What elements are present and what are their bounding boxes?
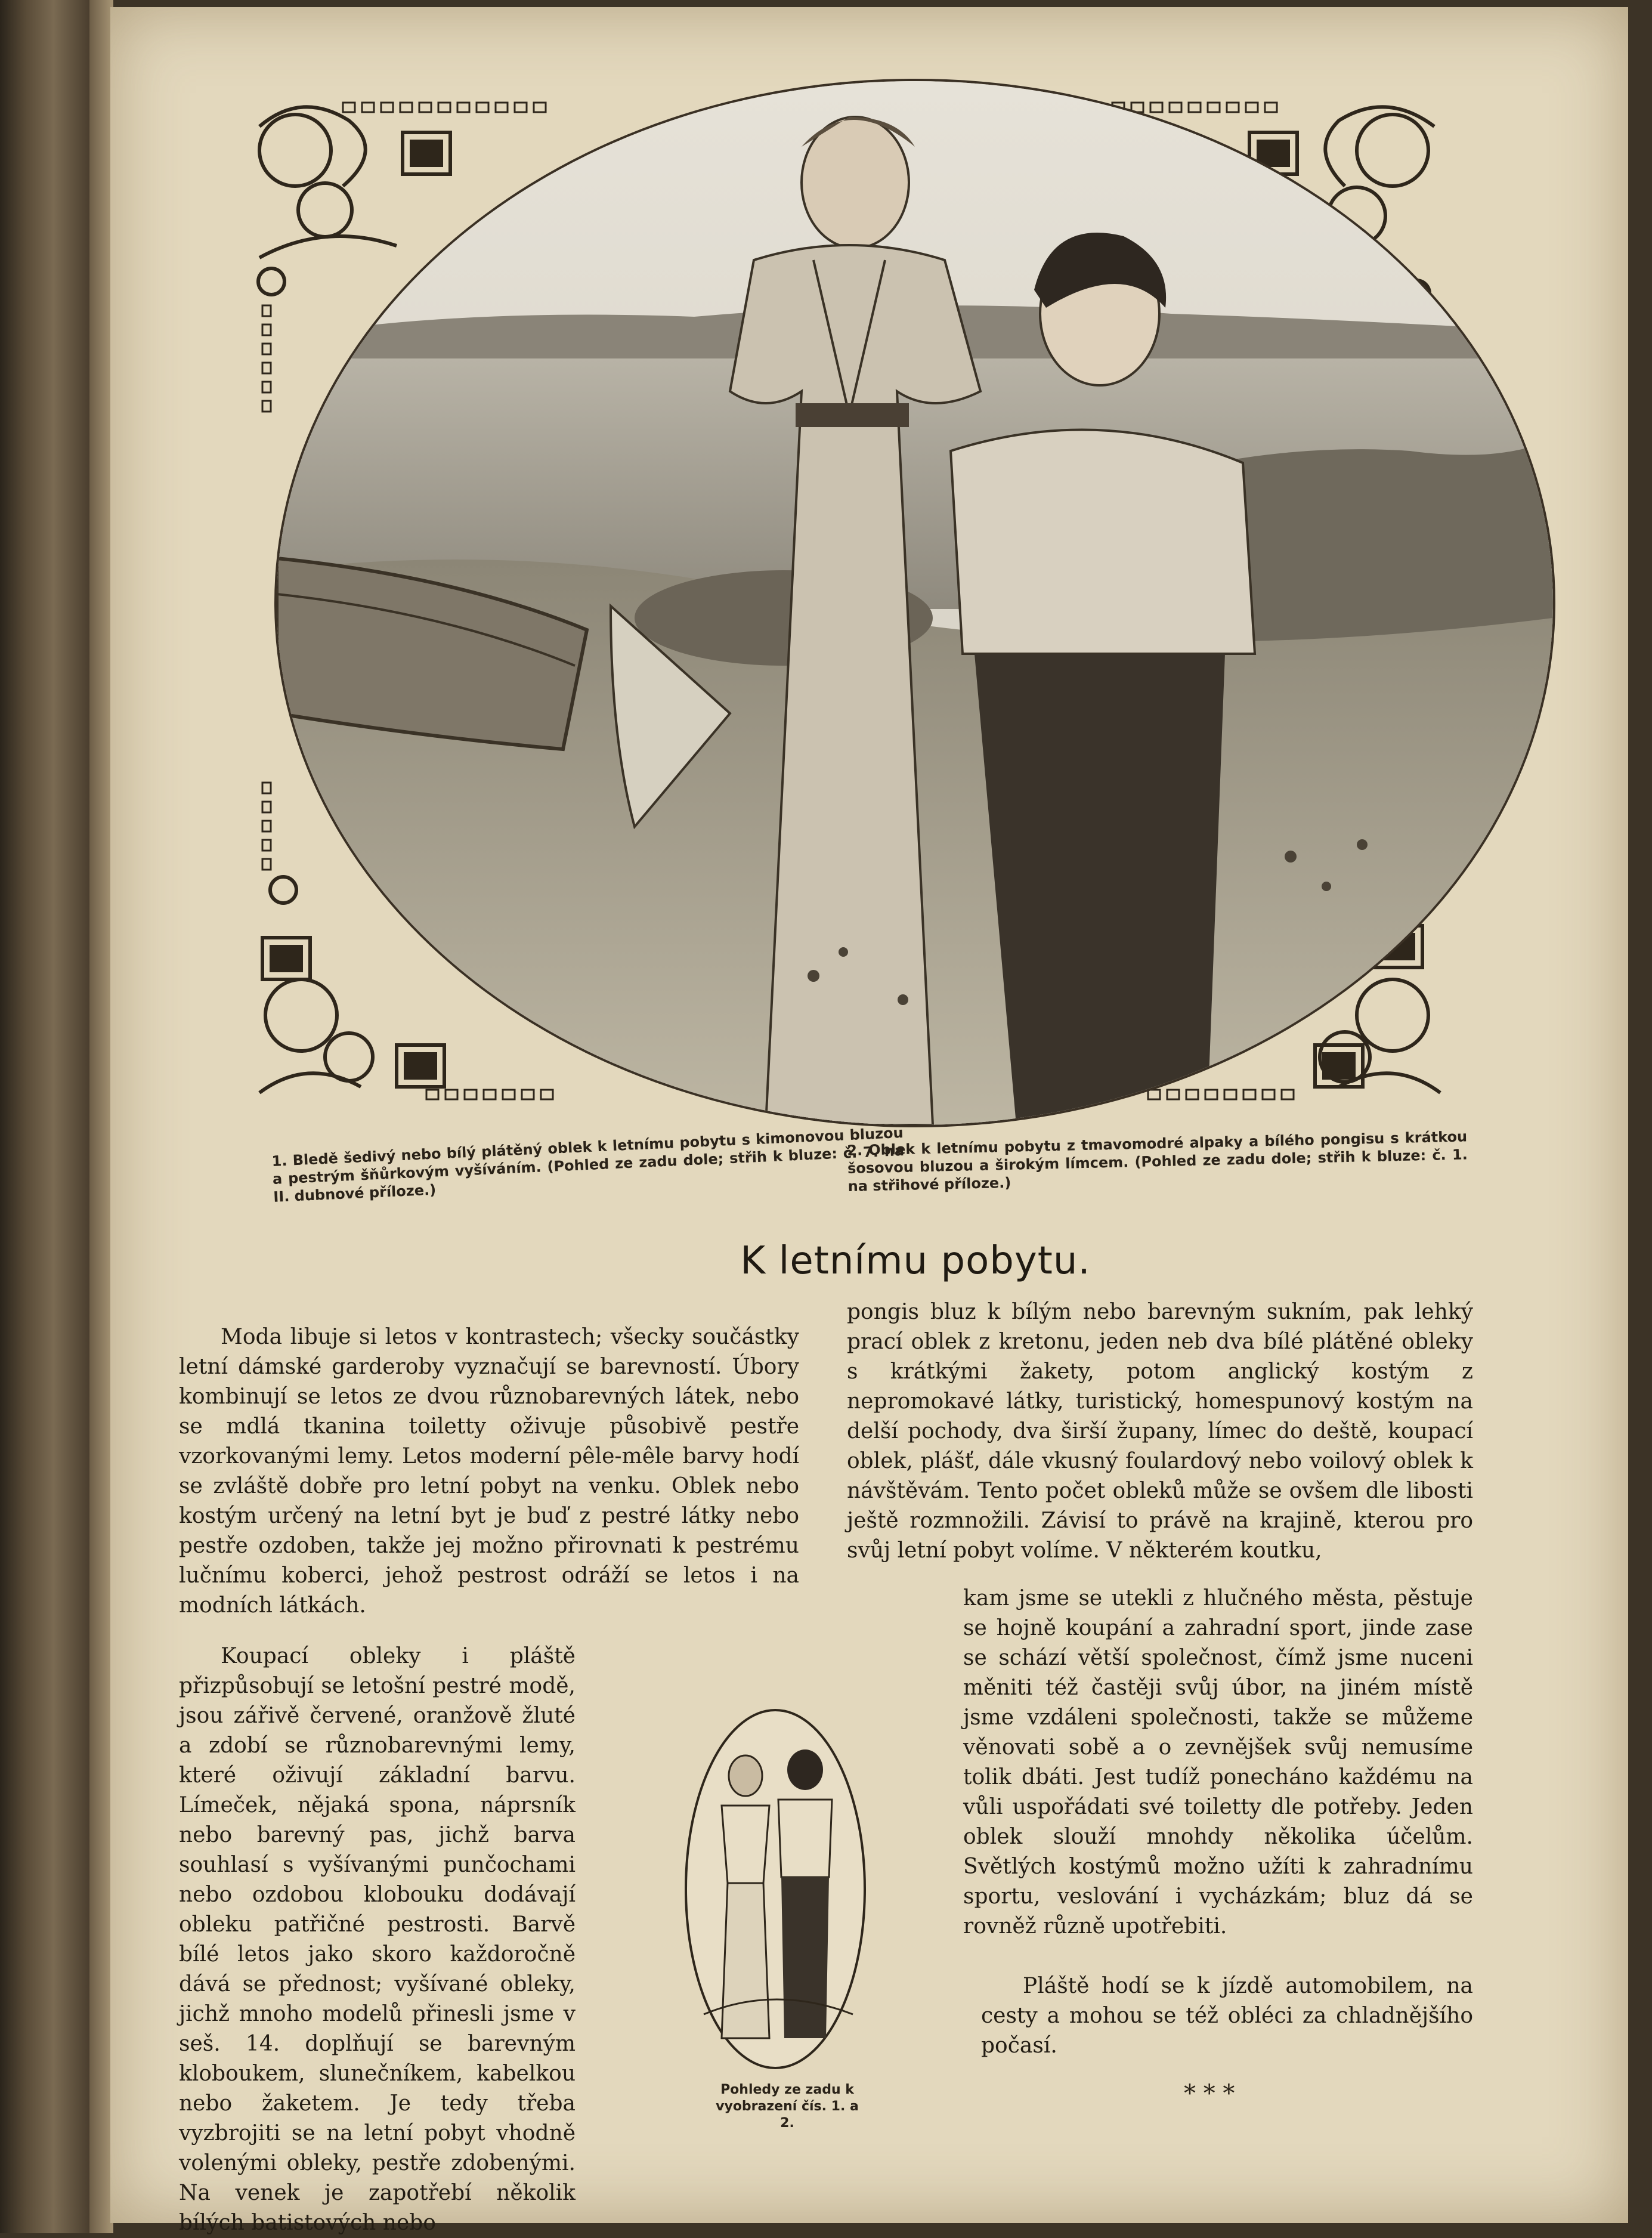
- main-illustration: [274, 79, 1555, 1127]
- corner-ornament-top-left: [258, 107, 450, 295]
- article-column-right-top: [847, 1297, 1473, 1566]
- back-view-illustration: [680, 1704, 871, 2074]
- page-edge: [89, 0, 113, 2233]
- magazine-page: [110, 7, 1628, 2235]
- book-spine: [0, 0, 89, 2233]
- end-mark-asterisks: * * *: [1184, 2080, 1235, 2107]
- paragraph-2: Koupací obleky i pláště přizpůsobují se letošní pestré modě, jsou zářivě červené, oranžově žluté a zdobí se různobarevnými lemy, které oživují základní barvu. Límeček, nějaká spona, náprsník nebo barevný pas, jichž barva souhlasí s vyšívanými punčochami nebo ozdobou klobouku dodávají obleku patřičné pestrosti. Barvě bílé letos jako skoro každoročně dává se přednost; vyšívané obleky, jichž mnoho modelů přinesli jsme v seš. 14. doplňují se barevným kloboukem, slunečníkem, kabelkou nebo žaketem. Je tedy třeba vyzbrojiti se na letní pobyt vhodně volenými obleky, pestře zdobenými. Na venek je zapotřebí několik bílých batistových nebo: [179, 1644, 576, 2235]
- article-column-right-narrow: [963, 1584, 1473, 1942]
- paragraph-3: pongis bluz k bílým nebo barevným sukním, pak lehký prací oblek z kretonu, jeden neb dva bílé plátěné obleky s krátkými žakety, potom anglický kostým z nepromokavé látky, turistický, homespunový kostým na delší pochody, dva širší župany, límec do deště, koupací oblek, plášť, dále vkusný foulardový nebo voilový oblek k návštěvám. Tento počet obleků může se ovšem dle libosti ještě rozmnožili. Závisí to právě na krajině, kterou pro svůj letní pobyt volíme. V některém koutku,: [847, 1300, 1473, 1563]
- lakeside-scene: [277, 81, 1553, 1125]
- top-left-dots: [343, 103, 546, 112]
- back-view-caption: Pohledy ze zadu k vyobrazení čís. 1. a 2.: [716, 2082, 859, 2131]
- figure-1-caption: 1. Bledě šedivý nebo bílý plátěný oblek k letnímu pobytu s kimonovou bluzou a pestrým šňůrkovým vyšíváním. (Pohled ze zadu dole; střih k bluze: č. 7. na II. dubnové příloze.): [271, 1124, 905, 1205]
- article-column-left-narrow: [179, 1642, 576, 2238]
- article-column-left-top: [179, 1322, 799, 1621]
- article-title: K letnímu pobytu.: [740, 1239, 1091, 1283]
- paragraph-4: Pláště hodí se k jízdě automobilem, na cesty a mohou se též obléci za chladnějšího počasí.: [981, 1974, 1473, 2058]
- paragraph-3-continued: kam jsme se utekli z hlučného města, pěstuje se hojně koupání a zahradní sport, jinde zase se schází větší společnost, čímž jsme nuceni měniti též častěji svůj úbor, na jiném místě jsme vzdáleni společnosti, takže se můžeme věnovati sobě a o zevnějšek svůj nemusíme tolik dbáti. Jest tudíž ponecháno každému na vůli uspořádati své toiletty dle potřeby. Jeden oblek slouží mnohdy několika účelům. Světlých kostýmů možno užíti k zahradnímu sportu, veslování i vycházkám; bluz dá se rovněž různě upotřebiti.: [963, 1586, 1473, 1939]
- paragraph-1: Moda libuje si letos v kontrastech; všecky součástky letní dámské garderoby vyznačují se barevností. Úbory kombinují se letos ze dvou různobarevných látek, nebo se mdlá tkanina toiletty oživuje působivě pestře vzorkovanými lemy. Letos moderní pêle-mêle barvy hodí se zvláště dobře pro letní pobyt na venku. Oblek nebo kostým určený na letní byt je buď z pestré látky nebo pestře ozdoben, takže jej možno přirovnati k pestrému lučnímu koberci, jehož pestrost odráží se letos i na modních látkách.: [179, 1325, 799, 1618]
- figure-2-caption: 2. Oblek k letnímu pobytu z tmavomodré alpaky a bílého pongisu s krátkou šosovou bluzou a širokým límcem. (Pohled ze zadu dole; střih k bluze: č. 1. na střihové příloze.): [847, 1128, 1468, 1195]
- article-column-right-bottom: [981, 1971, 1473, 2061]
